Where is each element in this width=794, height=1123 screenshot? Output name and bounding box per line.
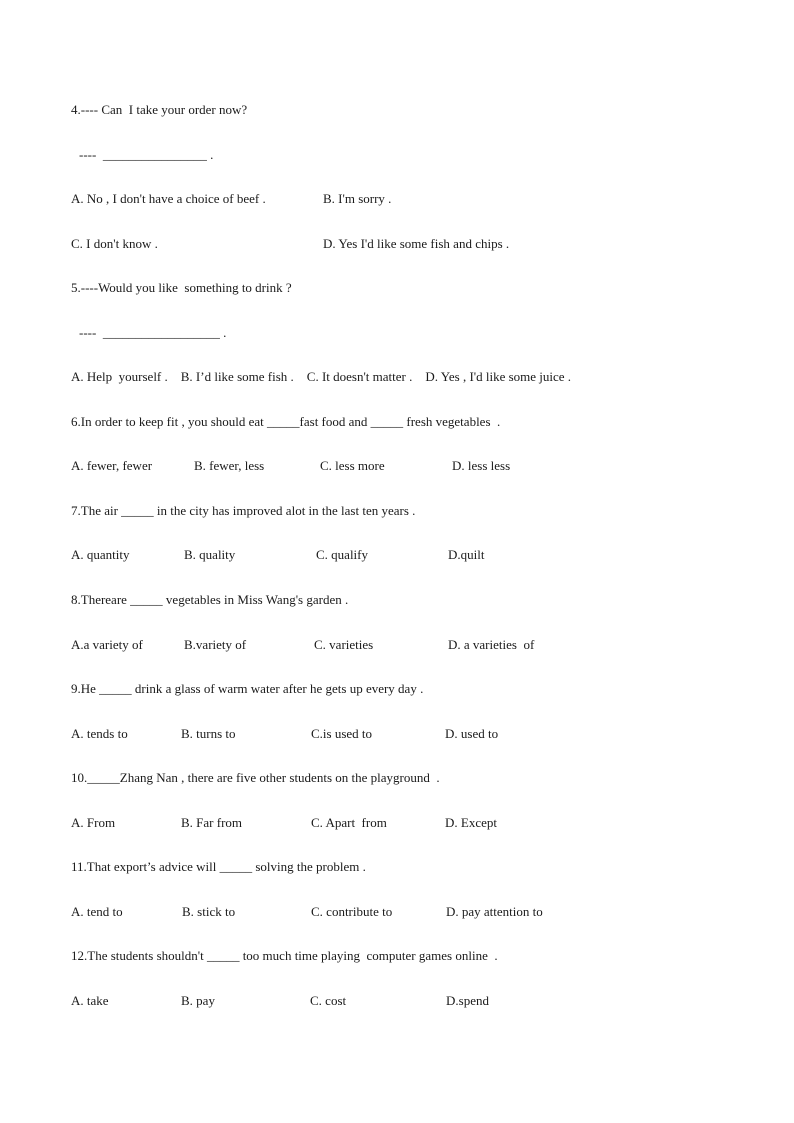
- option-11d: D. pay attention to: [446, 904, 543, 919]
- question-4: 4.---- Can I take your order now?: [71, 102, 248, 117]
- question-10: 10._____Zhang Nan , there are five other students on the playground .: [71, 770, 440, 785]
- question-7: 7.The air _____ in the city has improved alot in the last ten years .: [71, 503, 416, 518]
- option-8b: B.variety of: [184, 637, 247, 652]
- option-6c: C. less more: [320, 458, 385, 473]
- option-10a: A. From: [71, 815, 116, 830]
- option-4a: A. No , I don't have a choice of beef .: [71, 191, 266, 206]
- option-12d: D.spend: [446, 993, 489, 1008]
- option-11c: C. contribute to: [311, 904, 393, 919]
- option-6d: D. less less: [452, 458, 511, 473]
- option-10d: D. Except: [445, 815, 497, 830]
- option-11a: A. tend to: [71, 904, 123, 919]
- option-11b: B. stick to: [182, 904, 236, 919]
- options-5: A. Help yourself . B. I’d like some fish . C. It doesn't matter . D. Yes , I'd like some juice .: [71, 369, 572, 384]
- question-9: 9.He _____ drink a glass of warm water after he gets up every day .: [71, 681, 424, 696]
- option-12a: A. take: [71, 993, 109, 1008]
- question-8: 8.Thereare _____ vegetables in Miss Wang's garden .: [71, 592, 349, 607]
- question-5: 5.----Would you like something to drink ?: [71, 280, 292, 295]
- option-12b: B. pay: [181, 993, 215, 1008]
- option-4c: C. I don't know .: [71, 236, 158, 251]
- option-9a: A. tends to: [71, 726, 128, 741]
- option-8a: A.a variety of: [71, 637, 143, 652]
- option-9d: D. used to: [445, 726, 499, 741]
- question-6: 6.In order to keep fit , you should eat _____fast food and _____ fresh vegetables .: [71, 414, 501, 429]
- option-10b: B. Far from: [181, 815, 243, 830]
- option-9b: B. turns to: [181, 726, 236, 741]
- question-12: 12.The students shouldn't _____ too much time playing computer games online .: [71, 948, 498, 963]
- option-8c: C. varieties: [314, 637, 374, 652]
- option-6a: A. fewer, fewer: [71, 458, 153, 473]
- option-7d: D.quilt: [448, 547, 485, 562]
- option-6b: B. fewer, less: [194, 458, 265, 473]
- option-7b: B. quality: [184, 547, 236, 562]
- option-4d: D. Yes I'd like some fish and chips .: [323, 236, 510, 251]
- question-11: 11.That export’s advice will _____ solving the problem .: [71, 859, 366, 874]
- option-7c: C. qualify: [316, 547, 368, 562]
- option-12c: C. cost: [310, 993, 347, 1008]
- answer-line-4: ---- ________________ .: [79, 147, 214, 162]
- option-8d: D. a varieties of: [448, 637, 535, 652]
- option-4b: B. I'm sorry .: [323, 191, 392, 206]
- option-9c: C.is used to: [311, 726, 373, 741]
- option-10c: C. Apart from: [311, 815, 387, 830]
- option-7a: A. quantity: [71, 547, 130, 562]
- answer-line-5: ---- __________________ .: [79, 325, 227, 340]
